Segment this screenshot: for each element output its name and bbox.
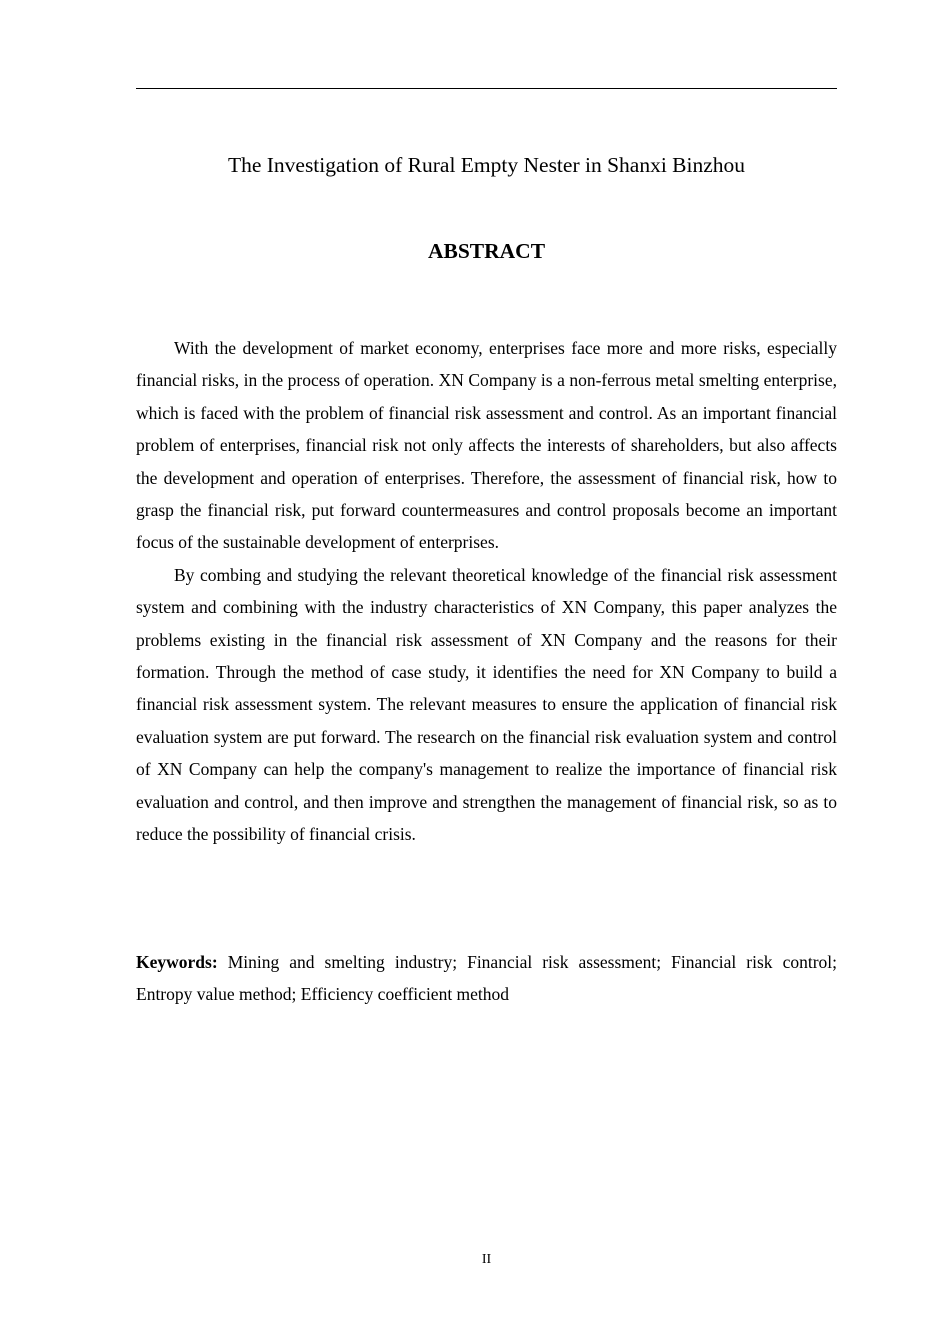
abstract-paragraph-2: By combing and studying the relevant theoretical knowledge of the financial risk assessment system and combining with the industry characteristics of XN Company, this paper analyzes the problems existing in the financial risk assessment of XN Company and the reasons for their formation. Through the method of case study, it identifies the need for XN Company to build a financial risk assessment system. The relevant measures to ensure the application of financial risk evaluation system are put forward. The research on the financial risk evaluation system and control of XN Company can help the company's management to realize the importance of financial risk evaluation and control, and then improve and strengthen the management of financial risk, so as to reduce the possibility of financial crisis. bbox=[136, 564, 837, 845]
keywords-text: Mining and smelting industry; Financial risk assessment; Financial risk control; Entropy value method; Efficiency coefficient method bbox=[136, 952, 838, 1005]
abstract-heading: ABSTRACT bbox=[427, 239, 546, 263]
abstract-paragraph-1: With the development of market economy, enterprises face more and more risks, especially financial risks, in the process of operation. XN Company is a non-ferrous metal smelting enterprise, which is faced with the problem of financial risk assessment and control. As an important financial problem of enterprises, financial risk not only affects the interests of shareholders, but also affects the development and operation of enterprises. Therefore, the assessment of financial risk, how to grasp the financial risk, put forward countermeasures and control proposals become an important focus of the sustainable development of enterprises. bbox=[136, 338, 837, 553]
keywords-line bbox=[136, 946, 837, 1011]
page-number: II bbox=[481, 1252, 492, 1267]
abstract-body bbox=[136, 332, 837, 851]
header-rule bbox=[136, 88, 837, 89]
keywords-label: Keywords: bbox=[136, 952, 218, 972]
document-title: The Investigation of Rural Empty Nester in Shanxi Binzhou bbox=[227, 153, 746, 177]
